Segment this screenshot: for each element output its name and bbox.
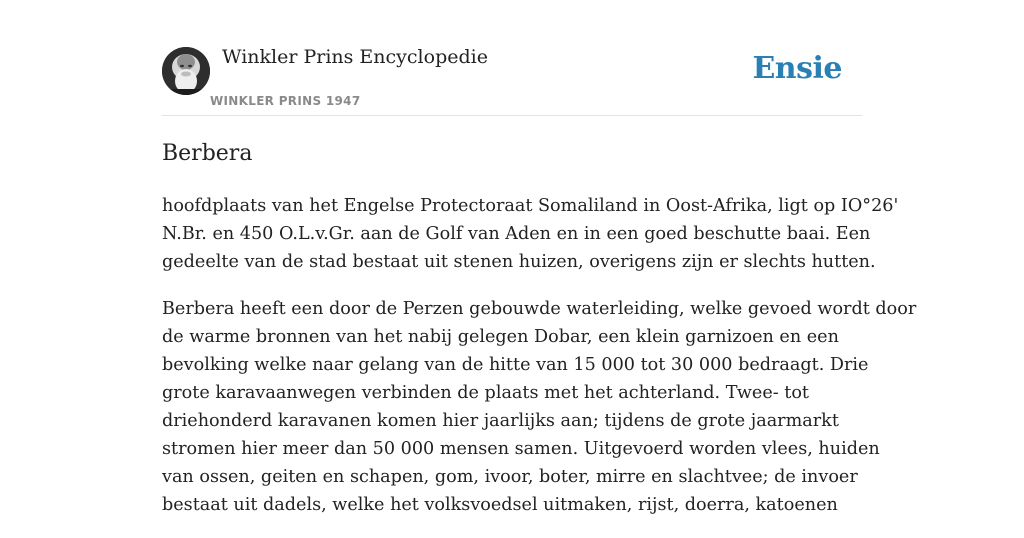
article-paragraph — [162, 295, 917, 519]
brand-logo[interactable]: Ensie — [752, 51, 842, 86]
paragraph-line: stromen hier meer dan 50 000 mensen samen. Uitgevoerd worden vlees, huiden — [162, 439, 880, 459]
paragraph-line: driehonderd karavanen komen hier jaarlijks aan; tijdens de grote jaarmarkt — [162, 411, 839, 431]
bearded-man-portrait-icon — [162, 47, 210, 95]
paragraph-line: bevolking welke naar gelang van de hitte van 15 000 tot 30 000 bedraagt. Drie — [162, 355, 869, 375]
paragraph-line: N.Br. en 450 O.L.v.Gr. aan de Golf van Aden en in een goed beschutte baai. Een — [162, 224, 871, 244]
article-paragraph — [162, 192, 899, 276]
article-body — [162, 192, 917, 538]
publication-title[interactable]: Winkler Prins Encyclopedie — [222, 46, 488, 68]
paragraph-line: grote karavaanwegen verbinden de plaats met het achterland. Twee- tot — [162, 383, 809, 403]
paragraph-line: de warme bronnen van het nabij gelegen Dobar, een klein garnizoen en een — [162, 327, 839, 347]
article-title: Berbera — [162, 141, 253, 166]
paragraph-line: van ossen, geiten en schapen, gom, ivoor, boter, mirre en slachtvee; de invoer — [162, 467, 858, 487]
publication-subtitle: WINKLER PRINS 1947 — [210, 94, 361, 108]
paragraph-line: hoofdplaats van het Engelse Protectoraat Somaliland in Oost-Afrika, ligt op IO°26' — [162, 196, 899, 216]
publication-avatar[interactable] — [162, 47, 210, 95]
paragraph-line: Berbera heeft een door de Perzen gebouwde waterleiding, welke gevoed wordt door — [162, 299, 917, 319]
site-header — [162, 0, 862, 116]
paragraph-line: gedeelte van de stad bestaat uit stenen huizen, overigens zijn er slechts hutten. — [162, 252, 876, 272]
paragraph-line: bestaat uit dadels, welke het volksvoedsel uitmaken, rijst, doerra, katoenen — [162, 495, 838, 515]
page-container — [162, 0, 917, 515]
